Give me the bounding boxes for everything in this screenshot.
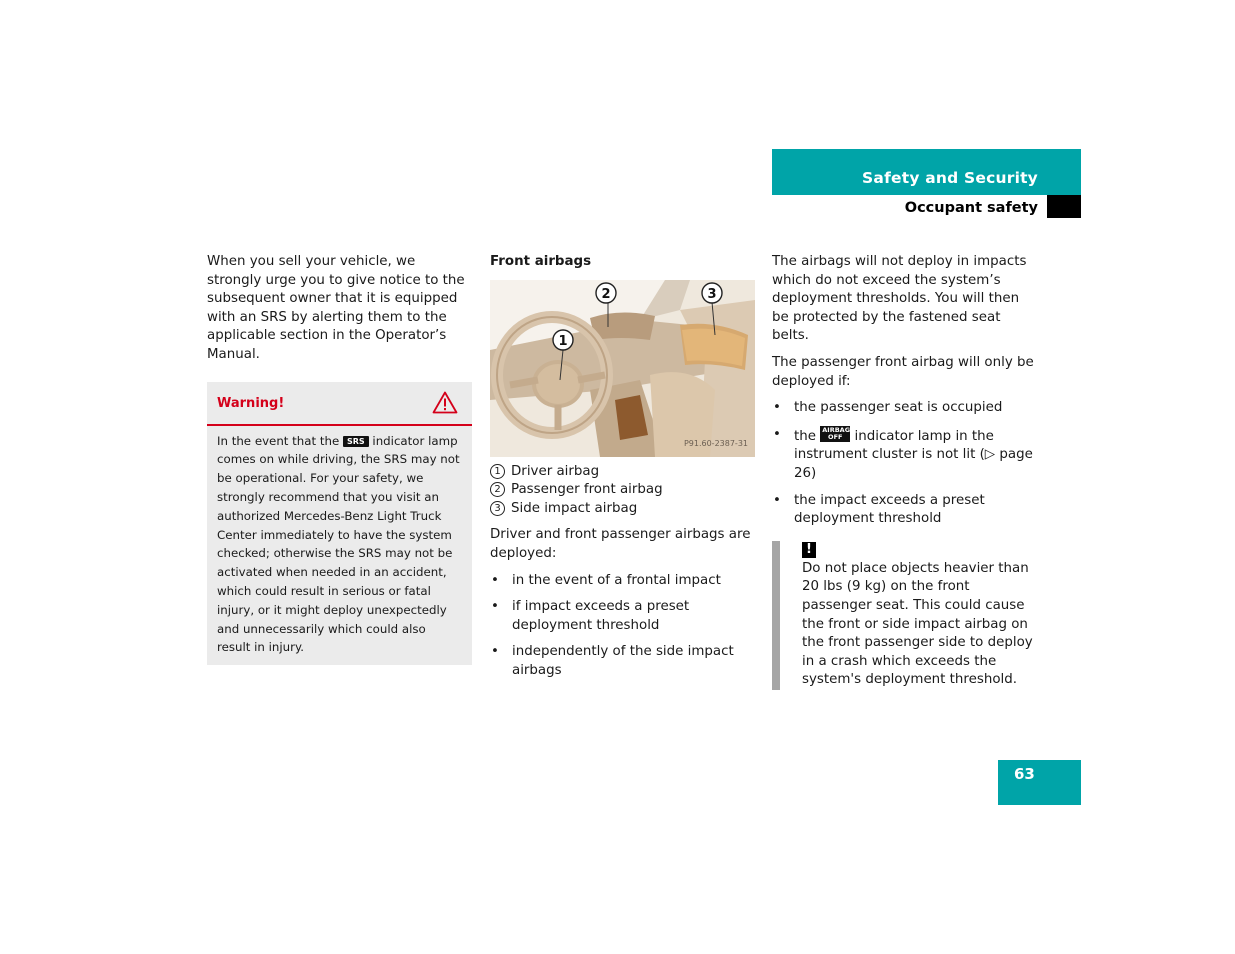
column-middle [490,253,758,689]
deploy-intro: Driver and front passenger airbags are deployed: [490,527,751,561]
section-title: Safety and Security [862,169,1038,187]
warning-text-end: indicator lamp comes on while driving, the SRS may not be operational. For your safety, we strongly recommend that you visit an authorized Mercedes-Benz Light Truck Center immediately to have the system checked; otherwise the SRS may not be activated when needed in an accident, which could result in serious or fatal injury, or it might deploy unexpectedly and unnecessarily which could also result in injury. [217,433,460,655]
legend-label: Driver airbag [511,463,600,479]
list-item [772,426,1040,484]
legend-item [490,481,758,500]
svg-text:3: 3 [707,286,717,302]
legend-label: Side impact airbag [511,500,638,516]
warning-header [207,382,472,426]
svg-text:2: 2 [601,286,611,302]
page-number-box [998,760,1081,805]
caution-note-text: Do not place objects heavier than 20 lbs (9 kg) on the front passenger seat. This could cause the front or side impact airbag on the front passenger side to deploy in a crash which exceeds the system's deployment threshold. [802,560,1033,688]
srs-indicator-icon: SRS [343,436,369,447]
page-number: 63 [1014,765,1035,783]
warning-label: Warning! [217,395,285,411]
callout-3 [702,283,722,303]
section-header-band [772,149,1081,195]
deploy-list [490,572,758,681]
list-item: • the passenger seat is occupied [772,399,1040,418]
callout-2 [596,283,616,303]
list-item-text: the [794,428,816,444]
column-right [772,253,1040,690]
figure-legend [490,463,758,519]
legend-item [490,463,758,482]
legend-label: Passenger front airbag [511,482,663,498]
warning-text-start: In the event that the [217,433,340,448]
passenger-conditions-list [772,399,1040,529]
legend-number: 2 [490,482,505,497]
exclamation-icon: ! [802,542,816,558]
thresholds-paragraph: The airbags will not deploy in impacts which do not exceed the system’s deployment thresholds. You will then be protected by the fastened seat belts. [772,254,1027,344]
callout-1 [553,330,573,350]
legend-number: 3 [490,501,505,516]
warning-text [207,426,472,666]
list-item: • if impact exceeds a preset deployment threshold [490,598,758,635]
legend-number: 1 [490,464,505,479]
front-airbags-heading: Front airbags [490,254,592,269]
intro-paragraph: When you sell your vehicle, we strongly urge you to give notice to the subsequent owner that it is equipped with an SRS by alerting them to the applicable section in the Operator’s Manual. [207,254,465,362]
list-item: • independently of the side impact airbags [490,643,758,680]
warning-box [207,382,472,666]
header-marker [1047,195,1081,218]
legend-item [490,500,758,519]
figure-code: P91.60-2387-31 [683,439,748,448]
car-interior-illustration [490,280,755,457]
svg-text:1: 1 [558,333,568,349]
list-item: • the impact exceeds a preset deployment threshold [772,492,1040,529]
list-item-text: indicator lamp in the instrument cluster is not lit (▷ page 26) [794,428,1033,481]
caution-note [772,541,1040,690]
list-item: • in the event of a frontal impact [490,572,758,591]
passenger-paragraph: The passenger front airbag will only be deployed if: [772,354,1034,389]
column-left [207,253,472,665]
airbag-illustration [490,280,755,457]
airbag-off-indicator-icon: AIRBAG OFF [822,425,851,441]
subsection-title: Occupant safety [904,200,1038,216]
warning-triangle-icon [432,391,458,414]
